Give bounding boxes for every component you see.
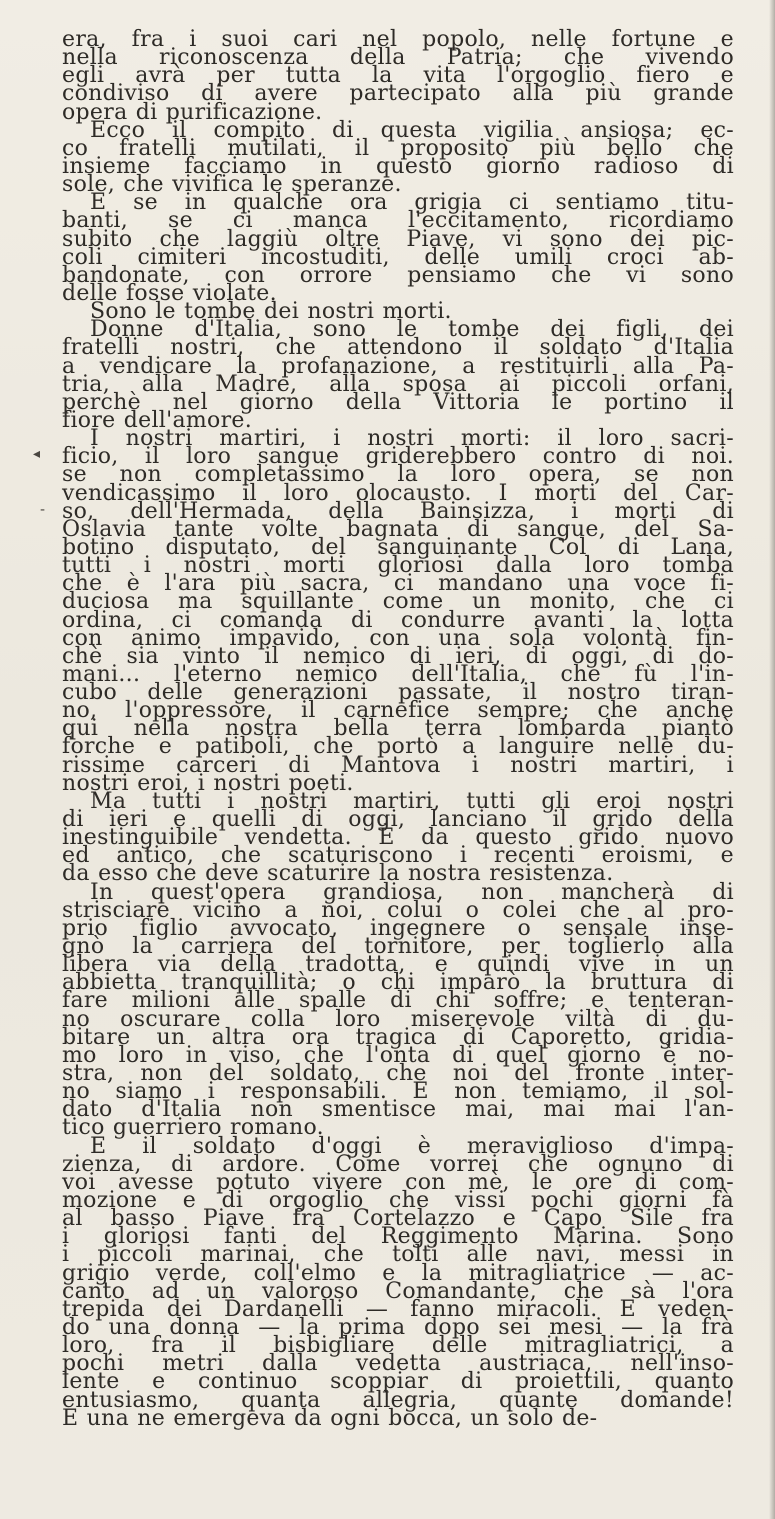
article-text-column <box>62 27 734 1431</box>
text-line: Ma tutti i nostri martiri, tutti gli eroi nostri <box>90 788 734 814</box>
text-line: Sono le tombe dei nostri morti. <box>90 299 452 325</box>
text-line: strisciare vicino a noi, colui o colei che al pro- <box>62 897 734 923</box>
text-line: mo loro in viso, che l'onta di quel giorno è no- <box>62 1042 734 1068</box>
paragraph <box>62 27 734 125</box>
text-line: ordina, ci comanda di condurre avanti la lotta <box>62 607 734 633</box>
text-line: fare milioni alle spalle di chi soffre; e tenteran- <box>62 988 734 1014</box>
text-line: co fratelli mutilati, il proposito più bello che <box>62 135 734 161</box>
text-line: era, fra i suoi cari nel popolo, nelle fortune e <box>62 27 734 52</box>
text-line: sole, che vivifica le speranze. <box>62 172 402 198</box>
text-line: do una donna — la prima dopo sei mesi — la frà <box>62 1314 734 1340</box>
text-line: al basso Piave fra Cortelazzo e Capo Sile fra <box>62 1206 734 1232</box>
margin-dot-mark: ◂ <box>33 446 41 462</box>
text-line: botino disputato, del sanguinante Col di Lana, <box>62 534 734 560</box>
paragraph <box>62 1133 734 1431</box>
text-line: trepida dei Dardanelli — fanno miracoli. E veden- <box>62 1296 734 1322</box>
text-line: so, dell'Hermada, della Bainsizza, i morti di <box>62 498 734 524</box>
paragraph <box>62 317 734 433</box>
text-line: prio figlio avvocato, ingegnere o sensale inse- <box>62 915 734 941</box>
text-line: canto ad un valoroso Comandante, che sà l'ora <box>62 1278 734 1304</box>
text-line: pochi metri dalla vedetta austriaca, nell'inso- <box>62 1351 734 1377</box>
text-line: gnò la carriera del tornitore, per toglierlo alla <box>62 934 734 960</box>
paragraph <box>62 788 734 887</box>
text-line: tico guerriero romano. <box>62 1115 324 1141</box>
text-line: fratelli nostri, che attendono il soldato d'Italia <box>62 335 734 361</box>
text-line: qui nella nostra bella terra lombarda piantò <box>62 716 734 742</box>
text-line: bandonate, con orrore pensiamo che vi sono <box>62 262 734 288</box>
text-line: coli cimiteri incostuditi, delle umili croci ab- <box>62 244 734 270</box>
text-line: egli avrà per tutta la vita l'orgoglio fiero e <box>62 63 734 89</box>
text-line: zienza, di ardore. Come vorrei che ognuno di <box>62 1151 734 1177</box>
text-line: insieme facciamo in questo giorno radioso di <box>62 153 734 179</box>
text-line: E il soldato d'oggi è meraviglioso d'impa- <box>90 1133 734 1159</box>
text-line: i gloriosi fanti del Reggimento Marina. Sono <box>62 1224 734 1250</box>
text-line: tria, alla Madre, alla sposa ai piccoli orfani, <box>62 371 734 397</box>
text-line: tutti i nostri morti gloriosi dalla loro tomba <box>62 553 734 579</box>
text-line: subito che laggiù oltre Piave, vi sono dei pic- <box>62 226 734 252</box>
text-line: se non completassimo la loro opera, se non <box>62 462 734 488</box>
text-line: vendicassimo il loro olocausto. I morti del Car- <box>62 480 734 506</box>
text-line: duciosa ma squillante come un monito, che ci <box>62 589 734 615</box>
text-line: E se in qualche ora grigia ci sentiamo titu- <box>90 190 734 216</box>
text-line: forche e patiboli, che portò a languire nelle du- <box>62 734 734 760</box>
text-line: voi avesse potuto vivere con mè, le ore di com- <box>62 1169 734 1195</box>
text-line: a vendicare la profanazione, a restituirli alla Pa- <box>62 353 734 379</box>
text-line: no oscurare colla loro miserevole viltà di du- <box>62 1006 734 1032</box>
text-line: nostri eroi, i nostri poeti. <box>62 770 354 796</box>
text-line: chè sia vinto il nemico di ieri, di oggi, di do- <box>62 643 734 669</box>
text-line: di ieri e quelli di oggi, lanciano il grido della <box>62 807 734 833</box>
text-line: grigio verde, coll'elmo e la mitragliatrice — ac- <box>62 1260 734 1286</box>
text-line: Donne d'Italia, sono le tombe dei figli, dei <box>90 317 734 343</box>
text-line: In quest'opera grandiosa, non mancherà di <box>90 879 734 905</box>
text-line: dato d'Italia non smentisce mai, mai mai l'an- <box>62 1097 734 1123</box>
text-line: banti, se ci manca l'eccitamento, ricordiamo <box>62 208 734 234</box>
text-line: nella riconoscenza della Patria; che vivendo <box>62 45 734 71</box>
text-line: bitare un altra ora tragica di Caporetto, gridia- <box>62 1024 734 1050</box>
text-line: libera via della tradotta, e quindi vive in un <box>62 952 734 978</box>
text-line: no, l'oppressore, il carnefice sempre; che anche <box>62 698 734 724</box>
text-line: fiore dell'amore. <box>62 407 253 433</box>
text-line: ficio, il loro sangue griderebbero contro di noi. <box>62 444 734 470</box>
text-line: Ecco il compito di questa vigilia ansiosa; ec- <box>90 117 734 143</box>
paragraph <box>62 879 734 1141</box>
page-edge-shadow <box>769 0 775 1519</box>
text-line: E una ne emergeva da ogni bocca, un solo de- <box>62 1405 598 1431</box>
text-line: cubo delle generazioni passate, il nostro tiran- <box>62 680 734 706</box>
text-line: delle fosse violate. <box>62 280 277 306</box>
text-line: inestinguibile vendetta. È da questo grido nuovo <box>62 825 734 851</box>
text-line: i piccoli marinai, che tolti alle navi, messi in <box>62 1242 734 1268</box>
text-line: no siamo i responsabili. E non temiamo, il sol- <box>62 1079 734 1105</box>
text-line: Oslavia tante volte bagnata di sangue, del Sa- <box>62 516 734 542</box>
text-line: lente e continuo scoppiar di proiettili, quanto <box>62 1369 734 1395</box>
paragraph <box>62 117 734 198</box>
text-line: entusiasmo, quanta allegria, quante domande! <box>62 1387 734 1413</box>
paragraph <box>62 190 734 306</box>
text-line: che è l'ara più sacra, ci mandano una voce fi- <box>62 571 734 597</box>
paragraph <box>62 426 734 796</box>
text-line: abbietta tranquillità; o chi imparò la bruttura di <box>62 970 734 996</box>
text-line: mozione e di orgoglio che vissi pochi giorni fà <box>62 1188 734 1213</box>
text-line: da esso che deve scaturire la nostra resistenza. <box>62 861 614 887</box>
text-line: rissime carceri di Mantova i nostri martiri, i <box>62 752 734 778</box>
text-line: I nostri martiri, i nostri morti: il loro sacri- <box>90 426 734 452</box>
text-line: perchè nel giorno della Vittoria le portino il <box>62 389 734 415</box>
text-line: mani... l'eterno nemico dell'Italia, che fù l'in- <box>62 661 734 687</box>
margin-dash-mark: - <box>40 502 46 518</box>
text-line: ed antico, che scaturiscono i recenti eroismi, e <box>62 843 734 869</box>
text-line: loro, fra il bisbigliare delle mitragliatrici, a <box>62 1333 734 1359</box>
text-line: con animo impavido, con una sola volontà fin- <box>62 625 734 651</box>
text-line: condiviso di avere partecipato alla più grande <box>62 81 734 107</box>
text-line: stra, non del soldato, che noi del fronte inter- <box>62 1061 734 1087</box>
text-line: opera di purificazione. <box>62 99 323 125</box>
